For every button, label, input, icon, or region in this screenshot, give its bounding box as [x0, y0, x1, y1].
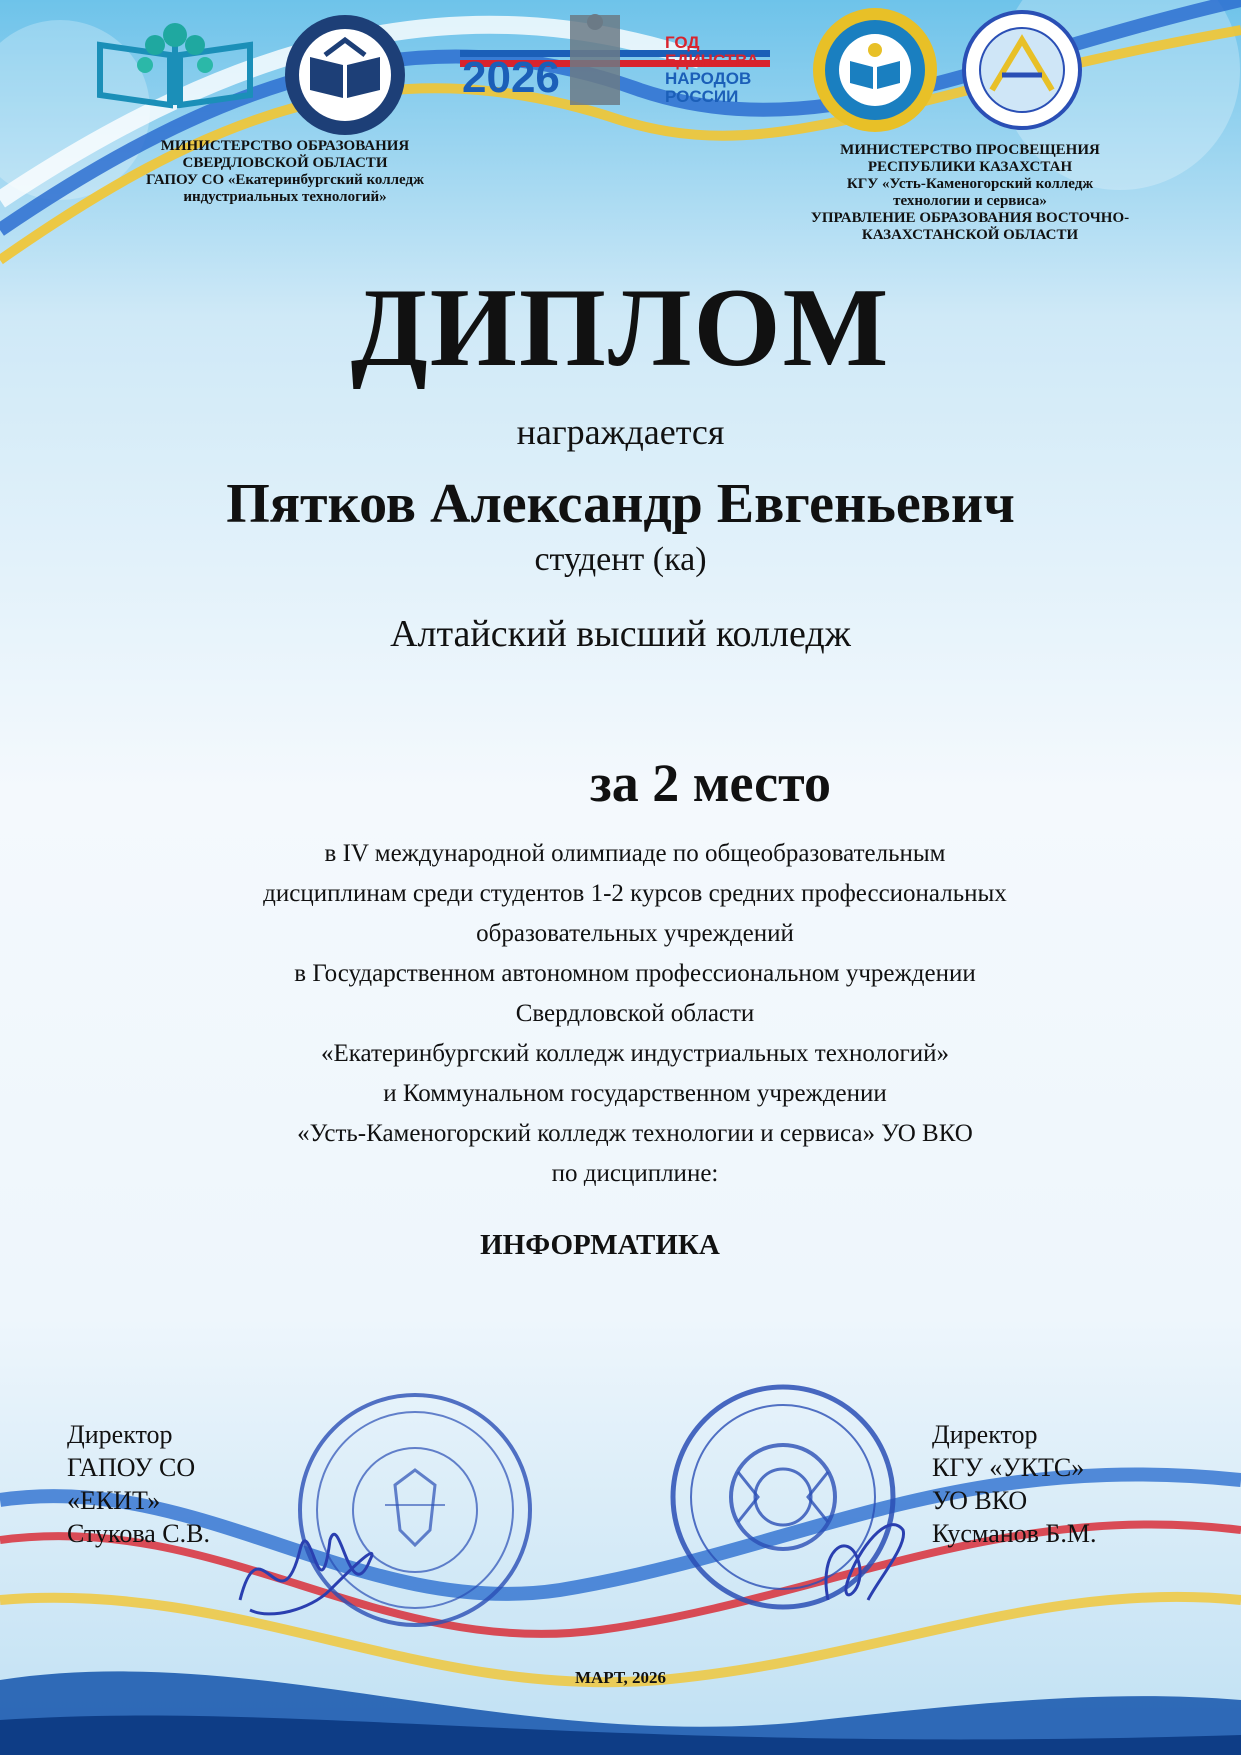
description-line: Свердловской области [515, 1000, 755, 1027]
left-sig-line: ГАПОУ СО [67, 1453, 196, 1482]
right-org-line: КГУ «Усть-Каменогорский колледж [846, 176, 1094, 192]
left-sig-line: Директор [67, 1420, 173, 1449]
place-label: за 2 место [590, 753, 831, 813]
college-logo-icon [962, 10, 1082, 130]
right-signature-block [932, 1418, 1152, 1550]
book-tree-logo-icon [90, 10, 260, 120]
kz-ministry-logo-icon [810, 5, 940, 135]
unity-line-3: НАРОДОВ [665, 69, 752, 88]
unity-line-4: РОССИИ [665, 87, 739, 106]
description-line: по дисциплине: [551, 1160, 719, 1187]
recipient-status: студент (ка) [534, 541, 707, 578]
right-org-line: МИНИСТЕРСТВО ПРОСВЕЩЕНИЯ [840, 142, 1100, 158]
description-line: образовательных учреждений [476, 920, 794, 947]
year-of-unity-logo-icon [460, 10, 770, 110]
gear-book-logo-icon [280, 10, 410, 140]
diploma-title: ДИПЛОМ [350, 266, 891, 390]
left-org-line: МИНИСТЕРСТВО ОБРАЗОВАНИЯ [160, 138, 410, 154]
right-org-line: КАЗАХСТАНСКОЙ ОБЛАСТИ [861, 227, 1079, 243]
recipient-college: Алтайский высший колледж [390, 613, 851, 655]
right-org-line: технологии и сервиса» [893, 193, 1047, 209]
right-sig-line: Кусманов Б.М. [932, 1519, 1097, 1548]
left-sig-line: «ЕКИТ» [67, 1486, 161, 1515]
description-line: в IV международной олимпиаде по общеобразовательным [324, 840, 946, 867]
right-organization-block [780, 142, 1160, 244]
right-org-line: УПРАВЛЕНИЕ ОБРАЗОВАНИЯ ВОСТОЧНО- [810, 210, 1130, 226]
right-signature-icon [808, 1490, 918, 1620]
left-sig-line: Стукова С.В. [67, 1519, 210, 1548]
right-sig-line: УО ВКО [932, 1486, 1028, 1515]
subject-title: ИНФОРМАТИКА [480, 1229, 720, 1261]
left-signature-icon [230, 1480, 390, 1640]
left-org-line: индустриальных технологий» [183, 189, 387, 205]
issue-date: МАРТ, 2026 [574, 1668, 667, 1687]
description-line: и Коммунальном государственном учреждении [383, 1080, 887, 1107]
left-org-line: СВЕРДЛОВСКОЙ ОБЛАСТИ [182, 155, 388, 171]
competition-description [170, 834, 1100, 1194]
right-sig-line: КГУ «УКТС» [932, 1453, 1085, 1482]
description-line: «Екатеринбургский колледж индустриальных технологий» [320, 1040, 950, 1067]
description-line: дисциплинам среди студентов 1-2 курсов средних профессиональных [263, 880, 1007, 907]
left-org-line: ГАПОУ СО «Екатеринбургский колледж [146, 172, 424, 188]
right-sig-line: Директор [932, 1420, 1038, 1449]
unity-line-1: ГОД [665, 33, 700, 52]
recipient-name: Пятков Александр Евгеньевич [226, 473, 1015, 535]
right-org-line: РЕСПУБЛИКИ КАЗАХСТАН [867, 159, 1073, 175]
description-line: «Усть-Каменогорский колледж технологии и сервиса» УО ВКО [297, 1120, 973, 1147]
description-line: в Государственном автономном профессиональном учреждении [294, 960, 976, 987]
unity-line-2: ЕДИНСТВА [665, 51, 759, 70]
left-organization-block [110, 138, 460, 206]
awarded-label: награждается [516, 412, 725, 452]
year-2026-text: 2026 [462, 53, 560, 102]
